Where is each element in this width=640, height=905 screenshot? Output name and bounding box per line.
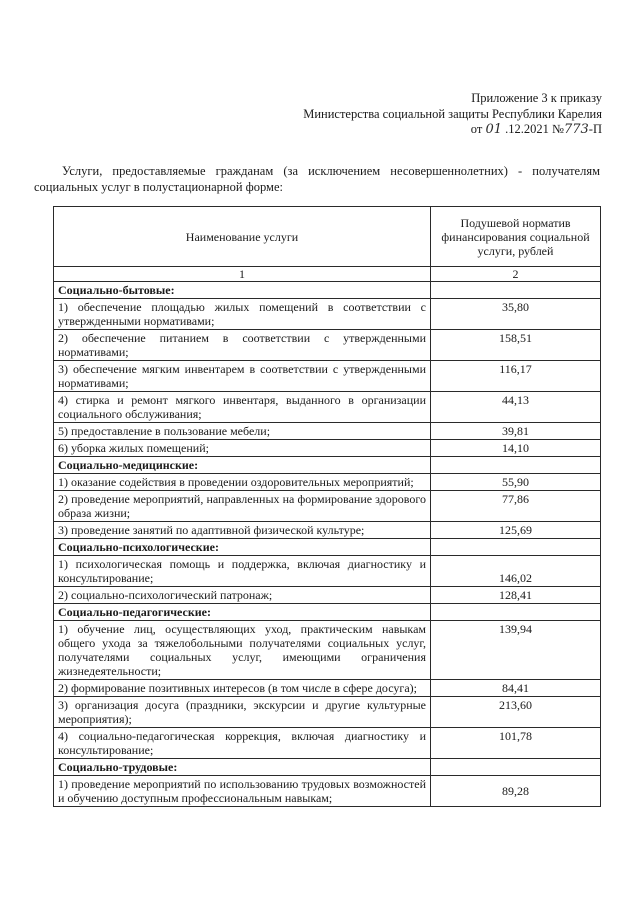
table-row: [54, 556, 601, 587]
table-row: [54, 697, 601, 728]
order-suffix: -П: [588, 122, 602, 136]
table-row: [54, 361, 601, 392]
order-date-number: [471, 121, 602, 138]
ministry-name: Министерства социальной защиты Республики Карелия: [303, 107, 602, 121]
service-name: 2) обеспечение питанием в соответствии с утвержденными нормативами;: [54, 330, 431, 361]
table-row: [54, 440, 601, 457]
section-title: Социально-педагогические:: [54, 604, 431, 621]
norm-value: [431, 282, 601, 299]
service-name: 2) социально-психологический патронаж;: [54, 587, 431, 604]
section-title: Социально-медицинские:: [54, 457, 431, 474]
service-name: 1) проведение мероприятий по использованию трудовых возможностей и обучению доступным профессиональным навыкам;: [54, 776, 431, 807]
handwritten-day: 01: [485, 122, 503, 137]
section-row: [54, 539, 601, 556]
col-norm-header: Подушевой норматив финансирования социальной услуги, рублей: [431, 207, 601, 267]
table-row: [54, 522, 601, 539]
norm-value: 44,13: [431, 392, 601, 423]
service-name: 3) проведение занятий по адаптивной физической культуре;: [54, 522, 431, 539]
col-number-1: 1: [54, 267, 431, 282]
service-name: 2) формирование позитивных интересов (в том числе в сфере досуга);: [54, 680, 431, 697]
column-number-row: [54, 267, 601, 282]
norm-value: 84,41: [431, 680, 601, 697]
norm-value: [431, 539, 601, 556]
col-name-header: Наименование услуги: [54, 207, 431, 267]
table-row: [54, 330, 601, 361]
norm-value: 39,81: [431, 423, 601, 440]
table-row: [54, 423, 601, 440]
norm-value: 35,80: [431, 299, 601, 330]
date-rest: .12.2021 №: [505, 122, 564, 136]
norm-value: 125,69: [431, 522, 601, 539]
norm-value: 146,02: [431, 556, 601, 587]
norm-value: [431, 457, 601, 474]
norm-value: 101,78: [431, 728, 601, 759]
section-row: [54, 604, 601, 621]
norm-value: 116,17: [431, 361, 601, 392]
table-row: [54, 728, 601, 759]
section-row: [54, 457, 601, 474]
service-name: 6) уборка жилых помещений;: [54, 440, 431, 457]
norm-value: 158,51: [431, 330, 601, 361]
service-name: 1) оказание содействия в проведении оздоровительных мероприятий;: [54, 474, 431, 491]
service-name: 2) проведение мероприятий, направленных на формирование здорового образа жизни;: [54, 491, 431, 522]
norm-value: 89,28: [431, 776, 601, 807]
norm-value: 128,41: [431, 587, 601, 604]
table-row: [54, 474, 601, 491]
section-row: [54, 282, 601, 299]
table-row: [54, 392, 601, 423]
table-header-row: [54, 207, 601, 267]
service-name: 1) обучение лиц, осуществляющих уход, практическим навыкам общего ухода за тяжелобольными получателями социальных услуг, получателями социальных услуг, имеющими ограничения жизнедеятельности;: [54, 621, 431, 680]
section-row: [54, 759, 601, 776]
order-appendix-title: Приложение 3 к приказу: [471, 91, 602, 105]
norm-value: [431, 759, 601, 776]
norm-value: 213,60: [431, 697, 601, 728]
col-number-2: 2: [431, 267, 601, 282]
date-prefix: от: [470, 122, 483, 136]
norm-value: 55,90: [431, 474, 601, 491]
service-name: 3) обеспечение мягким инвентарем в соответствии с утвержденными нормативами;: [54, 361, 431, 392]
norm-value: 139,94: [431, 621, 601, 680]
intro-paragraph: Услуги, предоставляемые гражданам (за исключением несовершеннолетних) - получателям социальных услуг в полустационарной форме:: [34, 164, 600, 194]
section-title: Социально-психологические:: [54, 539, 431, 556]
norm-value: 77,86: [431, 491, 601, 522]
service-name: 3) организация досуга (праздники, экскурсии и другие культурные мероприятия);: [54, 697, 431, 728]
table-row: [54, 491, 601, 522]
norm-value: [431, 604, 601, 621]
section-title: Социально-бытовые:: [54, 282, 431, 299]
table-row: [54, 776, 601, 807]
table-row: [54, 621, 601, 680]
norm-value: 14,10: [431, 440, 601, 457]
table-row: [54, 680, 601, 697]
service-name: 4) социально-педагогическая коррекция, включая диагностику и консультирование;: [54, 728, 431, 759]
services-table: [53, 206, 601, 807]
section-title: Социально-трудовые:: [54, 759, 431, 776]
service-name: 5) предоставление в пользование мебели;: [54, 423, 431, 440]
table-row: [54, 299, 601, 330]
handwritten-order-number: 773: [563, 122, 589, 137]
service-name: 1) психологическая помощь и поддержка, включая диагностику и консультирование;: [54, 556, 431, 587]
service-name: 4) стирка и ремонт мягкого инвентаря, выданного в организации социального обслуживания;: [54, 392, 431, 423]
table-row: [54, 587, 601, 604]
service-name: 1) обеспечение площадью жилых помещений в соответствии с утвержденными нормативами;: [54, 299, 431, 330]
